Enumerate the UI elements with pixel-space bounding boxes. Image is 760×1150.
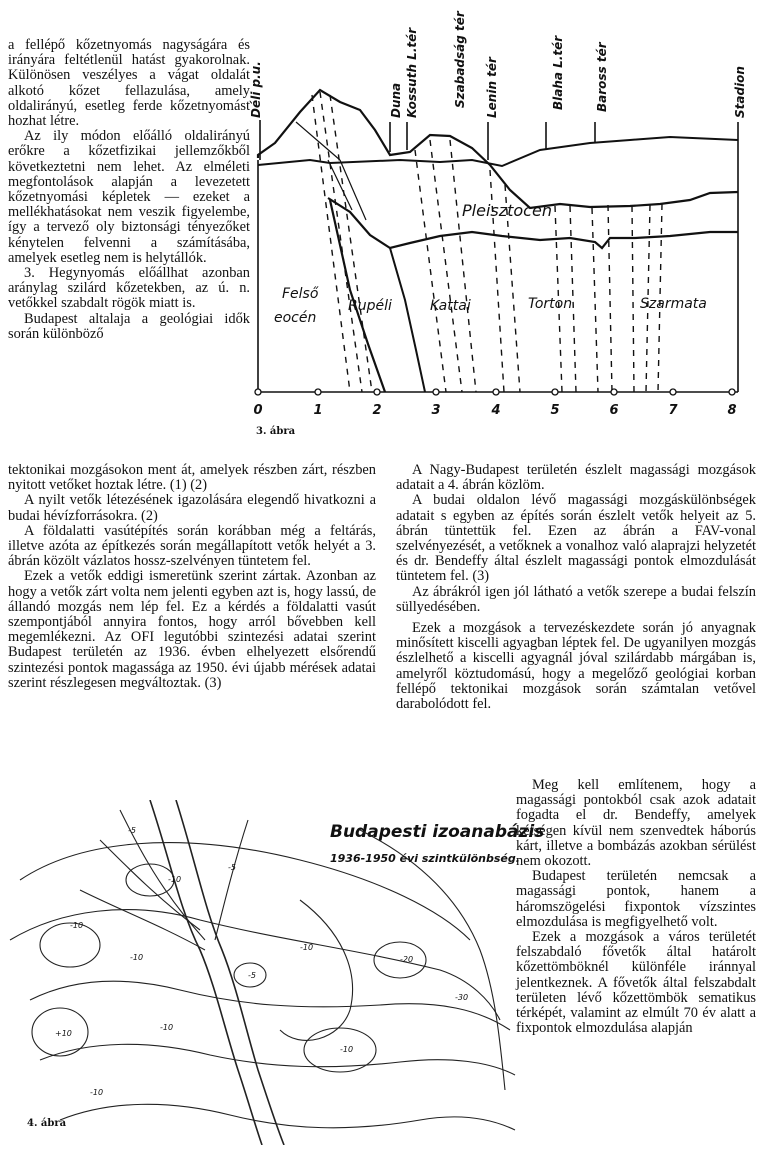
axis-label: 5 bbox=[550, 403, 560, 418]
paragraph: Az ily módon előálló oldalirányú erőkre a kőzetfizikai jellemzőkből következtetni nem lehet. Az elméleti megfontolások alapján a levezetett kőzetnyomási képletek — ezeket a mellékhatásokat nem veszik figyelembe, így a tervező oly biztonsági tényezőket kénytelen felvenni a számításába, amelyek esetleg nem is helytállók. bbox=[8, 128, 250, 266]
contour-label: -30 bbox=[455, 993, 469, 1002]
station-stadion: Stadion bbox=[733, 66, 747, 118]
rupeli-boundary bbox=[390, 248, 425, 392]
fault-dashed bbox=[430, 140, 462, 392]
axis-tick bbox=[315, 389, 321, 395]
contour-line bbox=[20, 843, 470, 940]
paragraph: Budapest területén nemcsak a magassági pontok, hanem a háromszögelési fixpontok vízszintes elmozdulása is megfigyelhető volt. bbox=[516, 868, 756, 930]
axis-label: 2 bbox=[372, 403, 382, 418]
figure-4-title: Budapesti izoanabázis bbox=[330, 822, 545, 842]
paragraph: Az ábrákról igen jól látható a vetők szerepe a budai felszín süllyedésében. bbox=[396, 583, 756, 615]
axis-tick bbox=[552, 389, 558, 395]
paragraph: Meg kell említenem, hogy a magassági pontokból csak azok adatait fogadta el dr. Bendeffy, amelyek kétségen kívül nem szenvedtek háborús kárt, illetve a bombázás azokban sérülést nem okozott. bbox=[516, 777, 756, 870]
contour-label: -10 bbox=[168, 875, 182, 884]
station-duna: Duna bbox=[389, 82, 403, 118]
contour-label: -10 bbox=[340, 1045, 354, 1054]
figure-3-caption: 3. ábra bbox=[256, 426, 296, 437]
station-baross: Baross tér bbox=[595, 42, 609, 112]
axis-label: 3 bbox=[431, 403, 441, 418]
contour-closed bbox=[126, 864, 174, 896]
text-column-left-lower bbox=[8, 463, 376, 691]
axis-tick bbox=[374, 389, 380, 395]
contour-label: -5 bbox=[128, 826, 136, 835]
fault-dashed bbox=[608, 205, 612, 392]
axis-tick bbox=[670, 389, 676, 395]
fault-dashed bbox=[450, 140, 476, 392]
contour-line bbox=[60, 1104, 515, 1130]
contour-label: -10 bbox=[90, 1088, 104, 1097]
figure-4-svg bbox=[0, 800, 520, 1145]
paragraph: Ezek a mozgások a tervezéskezdete során jó anyagnak minősített kiscelli agyagban léptek fel. De ugyanilyen mozgás észlelhető a kiscelli agyagnál jóval szilárdabb márgában is, amelyről köztudomású, hogy a megelőző geológiai korban fellépő tektonikai mozgások során számtalan vetővel darabolódott fel. bbox=[396, 620, 756, 713]
axis-label: 0 bbox=[253, 403, 263, 418]
paragraph: Ezek a mozgások a város területét felszabdaló fővetők által határolt kőzettömböknél különféle iránnyal jelentkeznek. A fővetők által felszabdalt területen lévő kőzettömbök sematikus térképét, valamint az elmúlt 70 év alatt a fixpontok elmozdulása alapján bbox=[516, 929, 756, 1037]
paragraph: A budai oldalon lévő magassági mozgáskülönbségek adatait s egyben az építés során észlelt vetők helyeit az 5. ábrán tüntettük fel. Ezen az ábrán a FAV-vonal szelvényezését, a vetőknek a vonalhoz való alaprajzi helyzetét és dr. Bendeffy által észlelt magassági pontok elmozdulását tüntetem fel. (3) bbox=[396, 492, 756, 585]
eocene-boundary bbox=[330, 200, 385, 392]
contour-line bbox=[40, 1044, 515, 1075]
contour-label: -10 bbox=[130, 953, 144, 962]
contour-line bbox=[360, 830, 505, 1090]
fault-dashed bbox=[632, 206, 634, 392]
axis-tick bbox=[611, 389, 617, 395]
fault-dashed bbox=[415, 150, 446, 392]
fault-dashed bbox=[330, 95, 372, 392]
paragraph: A nyilt vetők létezésének igazolására elegendő hivatkozni a budai hévízforrásokra. (2) bbox=[8, 492, 376, 524]
axis-label: 7 bbox=[668, 403, 678, 418]
contour-label: -20 bbox=[400, 955, 414, 964]
text-column-left bbox=[8, 38, 250, 342]
formation-torton: Torton bbox=[528, 296, 573, 312]
station-blaha: Blaha L.tér bbox=[551, 35, 565, 110]
formation-felso: Felső bbox=[282, 286, 319, 302]
fault-line bbox=[296, 122, 340, 160]
contour-label: +10 bbox=[55, 1029, 72, 1038]
contour-line bbox=[280, 900, 353, 1040]
tributary bbox=[215, 820, 248, 940]
danube-west-bank bbox=[150, 800, 262, 1145]
axis-label: 1 bbox=[313, 403, 323, 418]
formation-rupeli: Rupéli bbox=[348, 298, 392, 314]
axis-tick bbox=[493, 389, 499, 395]
contour-label: -10 bbox=[300, 943, 314, 952]
station-lenin: Lenin tér bbox=[485, 57, 499, 118]
formation-kattai: Kattai bbox=[430, 298, 471, 314]
station-deli: Déli p.u. bbox=[249, 61, 263, 118]
axis-label: 8 bbox=[727, 403, 737, 418]
figure-3-svg bbox=[240, 0, 760, 445]
fault-dashed bbox=[312, 95, 350, 392]
formation-eocen: eocén bbox=[274, 310, 317, 326]
text-column-right bbox=[396, 463, 756, 712]
text-column-bottom-right bbox=[516, 778, 756, 1036]
axis-tick bbox=[729, 389, 735, 395]
axis-label: 6 bbox=[609, 403, 619, 418]
fault-dashed bbox=[320, 92, 362, 392]
formation-szarmata: Szarmata bbox=[640, 296, 707, 312]
figure-4-caption: 4. ábra bbox=[27, 1118, 67, 1129]
fault-dashed bbox=[592, 208, 598, 392]
paragraph: 3. Hegynyomás előállhat azonban aránylag szilárd kőzetekben, az ú. n. vetőkkel szabdalt rögök miatt is. bbox=[8, 265, 250, 312]
paragraph: A földalatti vasútépítés során korábban még a feltárás, illetve azóta az építkezés során megállapított vetők helyét a 3. ábrán közölt vázlatos hossz-szelvényen tüntetem fel. bbox=[8, 522, 376, 570]
axis-tick bbox=[255, 389, 261, 395]
figure-4-map bbox=[0, 800, 520, 1145]
contour-label: -10 bbox=[160, 1023, 174, 1032]
contour-label: -5 bbox=[228, 863, 236, 872]
paragraph: a fellépő kőzetnyomás nagyságára és irányára feltétlenül hatást gyakorolnak. Különösen veszélyes a vágat oldalát alkotó kőzet fellazulása, amely oldalirányú, esetleg ferde kőzetnyomást hozhat létre. bbox=[8, 37, 250, 130]
figure-3-profile bbox=[240, 0, 760, 445]
paragraph: tektonikai mozgásokon ment át, amelyek részben zárt, részben nyitott vetőket hoztak létre. (1) (2) bbox=[8, 462, 376, 494]
paragraph: Budapest altalaja a geológiai idők során különböző bbox=[8, 310, 250, 342]
figure-4-subtitle: 1936-1950 évi szintkülönbség. bbox=[330, 852, 520, 865]
paragraph: Ezek a vetők eddigi ismeretünk szerint zártak. Azonban az hogy a vetők zárt volta nem jelenti egyben azt is, hogy lassú, de állandó mozgás nem lép fel. Ez a kérdés a földalatti vasút szempontjából annyira fontos, hogy arról bővebben kell megemlékezni. Az OFI legutóbbi szintezési adatai szerint Budapest területén az 1936. évben elhelyezett elsőrendű szintezési pontok magassága az 1950. évi újabb mérések adatai szerint részlegesen megváltoztak. (3) bbox=[8, 568, 376, 691]
station-kossuth: Kossuth L.tér bbox=[405, 27, 419, 118]
formation-pleisztocen: Pleisztocen bbox=[462, 201, 552, 220]
paragraph: A Nagy-Budapest területén észlelt magassági mozgások adatait a 4. ábrán közlöm. bbox=[396, 462, 756, 494]
axis-tick bbox=[433, 389, 439, 395]
axis-label: 4 bbox=[491, 403, 501, 418]
contour-line bbox=[30, 981, 510, 1030]
danube-east-bank bbox=[176, 800, 284, 1145]
station-szabadsag: Szabadság tér bbox=[453, 11, 467, 108]
contour-label: -5 bbox=[248, 971, 256, 980]
contour-label: -10 bbox=[70, 921, 84, 930]
